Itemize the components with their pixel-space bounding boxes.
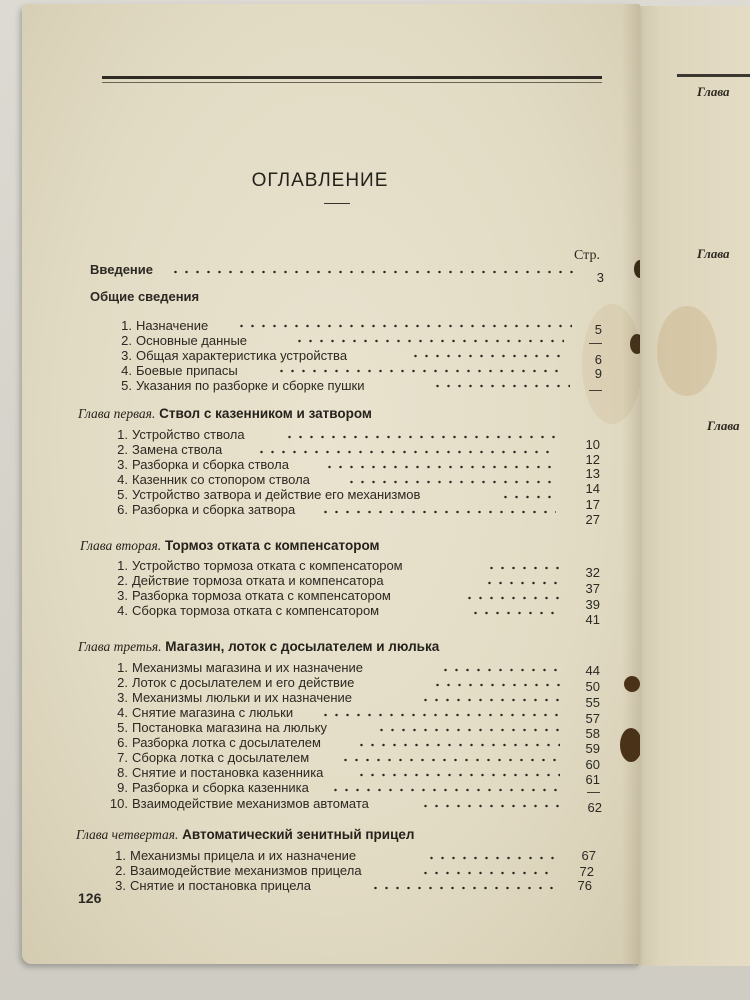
toc-item: [106, 573, 384, 589]
page-number: 41: [585, 612, 600, 627]
page-number: 32: [585, 565, 600, 580]
page-number: —: [587, 784, 600, 799]
page-folio: 126: [78, 890, 102, 906]
dot-leader: [320, 713, 560, 717]
item-text: Механизмы люльки и их назначение: [132, 690, 353, 705]
page-number: 14: [585, 481, 600, 496]
item-number: 8.: [117, 765, 128, 780]
dot-leader: [256, 450, 556, 454]
top-rule: [102, 76, 602, 79]
item-number: 1.: [121, 318, 132, 333]
page-number: 76: [577, 878, 592, 893]
item-text: Устройство тормоза отката с компенсатором: [132, 558, 403, 573]
toc-item: [104, 863, 362, 879]
item-number: 10.: [109, 796, 128, 811]
section-heading-general: Общие сведения: [90, 289, 200, 304]
toc-item: [106, 720, 327, 736]
chapter-label: Глава первая.: [78, 406, 156, 421]
page-number: 10: [585, 437, 600, 452]
facing-chapter-label-2: Глава: [697, 246, 730, 261]
dot-leader: [276, 369, 566, 373]
page-number: 39: [585, 597, 600, 612]
toc-item: [104, 848, 356, 864]
item-text: Общая характеристика устройства: [136, 348, 348, 363]
item-text: Разборка и сборка затвора: [132, 502, 296, 517]
chapter-heading-3: [78, 638, 439, 656]
page-number: 62: [587, 800, 602, 815]
dot-leader: [426, 856, 558, 860]
item-text: Разборка и сборка казенника: [132, 780, 309, 795]
dot-leader: [170, 270, 580, 274]
toc-item: [106, 487, 420, 503]
toc-item: [104, 878, 311, 894]
chapter-heading-1: [78, 405, 372, 423]
dot-leader: [324, 465, 556, 469]
dot-leader: [486, 566, 562, 570]
item-text: Действие тормоза отката и компенсатора: [132, 573, 384, 588]
item-number: 2.: [121, 333, 132, 348]
page-number: 27: [585, 512, 600, 527]
dot-leader: [432, 384, 570, 388]
facing-chapter-label-1: Глава: [697, 84, 730, 99]
intro-label: Введение: [90, 262, 153, 277]
item-number: 4.: [121, 363, 132, 378]
toc-item: [106, 765, 323, 781]
page-number: 59: [585, 741, 600, 756]
item-number: 3.: [117, 690, 128, 705]
chapter-label: Глава четвертая.: [76, 827, 179, 842]
item-number: 4.: [117, 472, 128, 487]
page-number: 50: [585, 679, 600, 694]
item-text: Сборка лотка с досылателем: [132, 750, 310, 765]
item-number: 3.: [117, 457, 128, 472]
dot-leader: [376, 728, 560, 732]
toc-item: [106, 796, 369, 812]
item-text: Устройство ствола: [132, 427, 245, 442]
item-text: Боевые припасы: [136, 363, 238, 378]
item-text: Указания по разборке и сборке пушки: [136, 378, 365, 393]
item-text: Назначение: [136, 318, 209, 333]
item-text: Разборка тормоза отката с компенсатором: [132, 588, 391, 603]
item-number: 6.: [117, 502, 128, 517]
page-number: 60: [585, 757, 600, 772]
dot-leader: [346, 480, 556, 484]
item-text: Взаимодействие механизмов прицела: [130, 863, 362, 878]
dot-leader: [320, 510, 556, 514]
toc-item: [110, 333, 247, 349]
binding-hole: [634, 260, 640, 278]
toc-item: [106, 705, 293, 721]
item-text: Снятие магазина с люльки: [132, 705, 294, 720]
page-column-label: Стр.: [574, 248, 600, 263]
dot-leader: [484, 581, 560, 585]
item-number: 3.: [117, 588, 128, 603]
page-number: 9: [594, 366, 602, 381]
toc-item: [106, 502, 295, 518]
toc-item: [106, 558, 403, 574]
facing-page-rule: [677, 74, 750, 77]
item-number: 9.: [117, 780, 128, 795]
item-text: Основные данные: [136, 333, 248, 348]
item-text: Механизмы магазина и их назначение: [132, 660, 364, 675]
item-text: Снятие и постановка казенника: [132, 765, 324, 780]
dot-leader: [330, 788, 560, 792]
toc-item: [106, 780, 309, 796]
item-number: 3.: [115, 878, 126, 893]
item-number: 1.: [117, 427, 128, 442]
page-number: 37: [585, 581, 600, 596]
item-text: Разборка лотка с досылателем: [132, 735, 321, 750]
toc-item: [106, 427, 245, 443]
item-text: Казенник со стопором ствола: [132, 472, 310, 487]
item-number: 5.: [121, 378, 132, 393]
dot-leader: [356, 773, 560, 777]
dot-leader: [420, 871, 556, 875]
item-number: 1.: [117, 558, 128, 573]
chapter-heading-4: [76, 826, 414, 844]
dot-leader: [294, 339, 564, 343]
facing-page: [636, 6, 750, 966]
dot-leader: [470, 611, 560, 615]
item-text: Разборка и сборка ствола: [132, 457, 289, 472]
chapter-title: Ствол с казенником и затвором: [159, 406, 372, 421]
item-number: 6.: [117, 735, 128, 750]
toc-item: [106, 750, 309, 766]
item-number: 4.: [117, 603, 128, 618]
page-number: 55: [585, 695, 600, 710]
page-number: 5: [594, 322, 602, 337]
item-text: Лоток с досылателем и его действие: [132, 675, 355, 690]
dot-leader: [500, 495, 556, 499]
toc-item: [110, 378, 364, 394]
item-number: 2.: [117, 573, 128, 588]
toc-item: [106, 675, 354, 691]
toc-item: [110, 363, 238, 379]
item-number: 7.: [117, 750, 128, 765]
binding-hole: [624, 676, 640, 692]
toc-item: [106, 588, 391, 604]
page-number: —: [589, 335, 602, 350]
page-number: 44: [585, 663, 600, 678]
toc-item: [106, 735, 321, 751]
top-rule-thin: [102, 82, 602, 83]
page-title: ОГЛАВЛЕНИЕ: [251, 170, 389, 191]
item-number: 2.: [117, 675, 128, 690]
page-number: —: [589, 382, 602, 397]
chapter-heading-2: [80, 537, 380, 555]
page-edge-shadow: [622, 4, 640, 964]
chapter-label: Глава вторая.: [80, 538, 162, 553]
dot-leader: [420, 698, 560, 702]
chapter-title: Автоматический зенитный прицел: [182, 827, 415, 842]
toc-item: [106, 442, 222, 458]
item-text: Взаимодействие механизмов автомата: [132, 796, 369, 811]
item-number: 2.: [117, 442, 128, 457]
toc-item: [106, 690, 352, 706]
dot-leader: [432, 683, 560, 687]
item-text: Замена ствола: [132, 442, 223, 457]
intro-entry: [90, 262, 153, 278]
item-text: Сборка тормоза отката с компенсатором: [132, 603, 380, 618]
item-text: Постановка магазина на люльку: [132, 720, 327, 735]
item-number: 4.: [117, 705, 128, 720]
chapter-label: Глава третья.: [78, 639, 162, 654]
item-text: Механизмы прицела и их назначение: [130, 848, 357, 863]
dot-leader: [420, 804, 560, 808]
page-number: 6: [594, 352, 602, 367]
item-text: Устройство затвора и действие его механизмов: [132, 487, 421, 502]
toc-item: [106, 660, 363, 676]
page-number: 61: [585, 772, 600, 787]
item-text: Снятие и постановка прицела: [130, 878, 311, 893]
toc-item: [110, 348, 347, 364]
item-number: 2.: [115, 863, 126, 878]
page-number: 57: [585, 711, 600, 726]
item-number: 1.: [115, 848, 126, 863]
dot-leader: [356, 743, 560, 747]
item-number: 1.: [117, 660, 128, 675]
dot-leader: [236, 324, 572, 328]
toc-item: [106, 457, 289, 473]
page-number: 17: [585, 497, 600, 512]
dot-leader: [340, 758, 560, 762]
page-number: 58: [585, 726, 600, 741]
item-number: 5.: [117, 720, 128, 735]
toc-item: [106, 472, 310, 488]
toc-item: [110, 318, 208, 334]
dot-leader: [410, 354, 566, 358]
stain: [657, 306, 717, 396]
page-number: 13: [585, 466, 600, 481]
toc-item: [106, 603, 379, 619]
chapter-title: Тормоз отката с компенсатором: [164, 538, 380, 553]
binding-hole: [620, 728, 640, 762]
facing-chapter-label-3: Глава: [707, 418, 740, 433]
dot-leader: [440, 668, 560, 672]
item-number: 5.: [117, 487, 128, 502]
dot-leader: [284, 435, 560, 439]
title-dash: [324, 203, 350, 204]
page-number: 12: [585, 452, 600, 467]
dot-leader: [464, 596, 560, 600]
page-number: 72: [579, 864, 594, 879]
dot-leader: [370, 886, 556, 890]
page-number: 67: [581, 848, 596, 863]
chapter-title: Магазин, лоток с досылателем и люлька: [165, 639, 440, 654]
page-number: 3: [596, 270, 604, 285]
item-number: 3.: [121, 348, 132, 363]
